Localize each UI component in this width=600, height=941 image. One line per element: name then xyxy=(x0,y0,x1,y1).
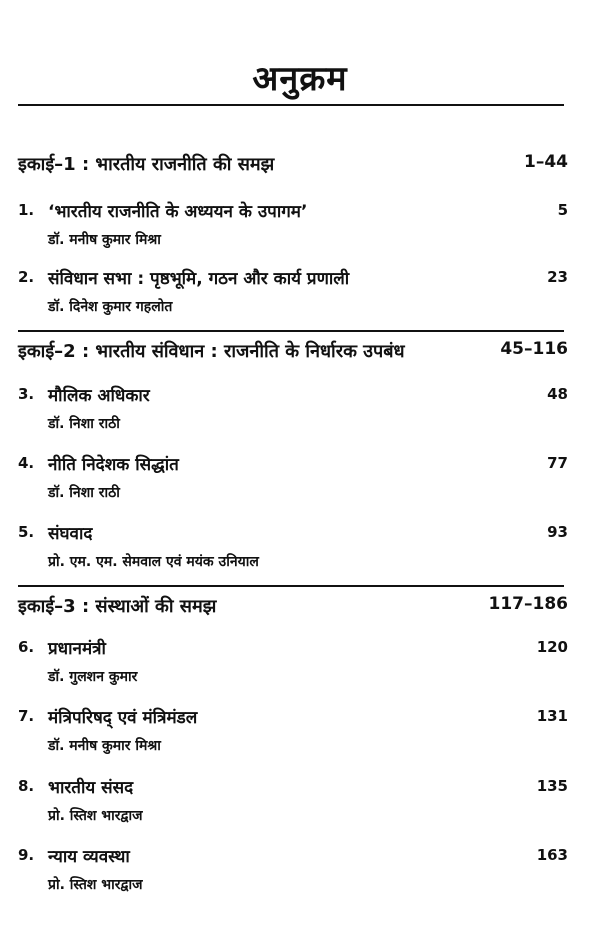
page-title: अनुक्रम xyxy=(252,59,348,99)
entry-author: डॉ. दिनेश कुमार गहलोत xyxy=(48,299,173,315)
unit-page-range: 1–44 xyxy=(524,152,568,172)
toc-entry-3 xyxy=(18,385,568,441)
entry-title: मंत्रिपरिषद् एवं मंत्रिमंडल xyxy=(48,708,198,728)
unit-heading-1 xyxy=(18,152,568,180)
unit-divider xyxy=(18,330,564,332)
entry-page: 131 xyxy=(536,707,568,725)
entry-author: प्रो. एम. एम. सेमवाल एवं मयंक उनियाल xyxy=(48,554,259,570)
title-rule xyxy=(18,104,564,106)
unit-title: इकाई–1 : भारतीय राजनीति की समझ xyxy=(18,154,275,175)
toc-entry-6 xyxy=(18,638,568,694)
entry-page: 93 xyxy=(547,523,568,541)
entry-page: 48 xyxy=(547,385,568,403)
entry-number: 4. xyxy=(18,454,35,472)
entry-page: 120 xyxy=(536,638,568,656)
entry-author: डॉ. निशा राठी xyxy=(48,416,120,432)
toc-entry-4 xyxy=(18,454,568,510)
unit-page-range: 45–116 xyxy=(500,339,568,359)
entry-page: 135 xyxy=(536,777,568,795)
entry-number: 1. xyxy=(18,201,35,219)
entry-page: 163 xyxy=(536,846,568,864)
entry-title: संविधान सभा : पृष्ठभूमि, गठन और कार्य प्रणाली xyxy=(48,269,350,289)
unit-divider xyxy=(18,585,564,587)
toc-entry-9 xyxy=(18,846,568,902)
entry-number: 6. xyxy=(18,638,35,656)
entry-author: डॉ. निशा राठी xyxy=(48,485,120,501)
unit-heading-2 xyxy=(18,339,568,367)
entry-title: प्रधानमंत्री xyxy=(48,639,106,659)
entry-number: 2. xyxy=(18,268,35,286)
toc-entry-1 xyxy=(18,201,568,257)
entry-title: न्याय व्यवस्था xyxy=(48,847,130,867)
entry-number: 8. xyxy=(18,777,35,795)
unit-title: इकाई–3 : संस्थाओं की समझ xyxy=(18,596,217,617)
entry-title: नीति निदेशक सिद्धांत xyxy=(48,455,179,475)
entry-number: 5. xyxy=(18,523,35,541)
entry-author: प्रो. स्तिश भारद्वाज xyxy=(48,808,143,824)
entry-title: मौलिक अधिकार xyxy=(48,386,150,406)
toc-entry-5 xyxy=(18,523,568,579)
toc-entry-7 xyxy=(18,707,568,763)
entry-title: भारतीय संसद xyxy=(48,778,134,798)
unit-title: इकाई–2 : भारतीय संविधान : राजनीति के निर्धारक उपबंध xyxy=(18,341,405,362)
entry-author: डॉ. मनीष कुमार मिश्रा xyxy=(48,232,161,248)
entry-author: प्रो. स्तिश भारद्वाज xyxy=(48,877,143,893)
toc-entry-2 xyxy=(18,268,568,324)
entry-author: डॉ. गुलशन कुमार xyxy=(48,669,138,685)
unit-heading-3 xyxy=(18,594,568,622)
entry-number: 9. xyxy=(18,846,35,864)
entry-page: 5 xyxy=(557,201,568,219)
entry-number: 3. xyxy=(18,385,35,403)
toc-entry-8 xyxy=(18,777,568,833)
entry-author: डॉ. मनीष कुमार मिश्रा xyxy=(48,738,161,754)
entry-title: ‘भारतीय राजनीति के अध्ययन के उपागम’ xyxy=(48,202,308,222)
entry-page: 23 xyxy=(547,268,568,286)
entry-title: संघवाद xyxy=(48,524,93,544)
entry-number: 7. xyxy=(18,707,35,725)
entry-page: 77 xyxy=(547,454,568,472)
unit-page-range: 117–186 xyxy=(488,594,568,614)
